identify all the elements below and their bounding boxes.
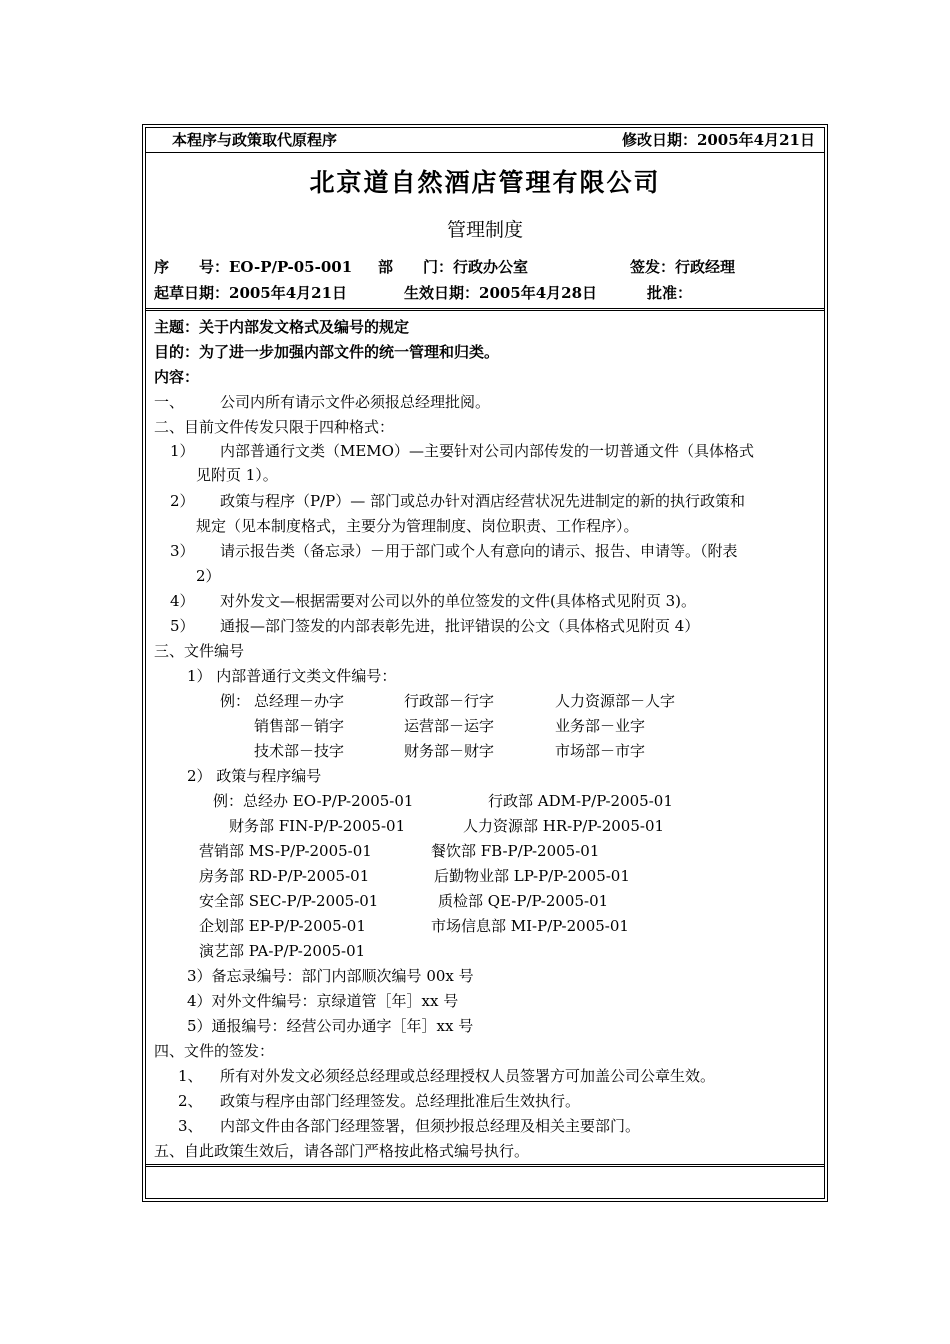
dept-code: 运营部－运字 (404, 717, 495, 735)
s2-item-text: 请示报告类（备忘录）－用于部门或个人有意向的请示、报告、申请等。（附表 (220, 542, 738, 560)
s2-item-number: 2） (170, 492, 195, 510)
pp-code: 餐饮部 FB-P/P-2005-01 (431, 842, 600, 860)
dept-code: 总经理－办字 (254, 692, 345, 710)
content-label: 内容： (154, 368, 200, 386)
s2-item-text-cont: 规定（见本制度格式，主要分为管理制度、岗位职责、工作程序）。 (196, 517, 639, 535)
s4-item-number: 1、 (178, 1067, 203, 1085)
section-1-number: 一、 (154, 393, 185, 411)
dept-code: 人力资源部－人字 (555, 692, 676, 710)
document-type: 管理制度 (446, 219, 523, 241)
s3-sub3: 3）备忘录编号：部门内部顺次编号 00x 号 (187, 967, 474, 985)
pp-code: 营销部 MS-P/P-2005-01 (199, 842, 372, 860)
pp-code: 财务部 FIN-P/P-2005-01 (229, 817, 406, 835)
department: 部 门：行政办公室 (378, 258, 529, 276)
subject: 主题：关于内部发文格式及编号的规定 (154, 318, 410, 336)
draft-date: 起草日期：2005年4月21日 (154, 284, 348, 302)
dept-code: 市场部－市字 (555, 742, 646, 760)
s4-item-number: 3、 (178, 1117, 203, 1135)
dept-code: 销售部－销字 (254, 717, 345, 735)
s4-item-text: 内部文件由各部门经理签署，但须抄报总经理及相关主要部门。 (220, 1117, 641, 1135)
dept-code: 业务部－业字 (555, 717, 646, 735)
header-divider (146, 152, 824, 153)
signoff: 签发：行政经理 (630, 258, 736, 276)
s2-item-text-cont: 见附页 1）。 (196, 466, 278, 484)
effective-date: 生效日期：2005年4月28日 (404, 284, 598, 302)
s3-sub1-title: 1） 内部普通行文类文件编号： (187, 667, 397, 685)
section-1-text: 公司内所有请示文件必须报总经理批阅。 (220, 393, 491, 411)
pp-code: 行政部 ADM-P/P-2005-01 (488, 792, 673, 810)
purpose: 目的：为了进一步加强内部文件的统一管理和归类。 (154, 343, 500, 361)
pp-code: 房务部 RD-P/P-2005-01 (199, 867, 370, 885)
pp-code: 例：总经办 EO-P/P-2005-01 (213, 792, 414, 810)
pp-code: 质检部 QE-P/P-2005-01 (438, 892, 609, 910)
pp-code: 后勤物业部 LP-P/P-2005-01 (434, 867, 630, 885)
s3-sub5: 5）通报编号：经营公司办通字［年］xx 号 (187, 1017, 474, 1035)
pp-code: 市场信息部 MI-P/P-2005-01 (431, 917, 629, 935)
example-prefix: 例： (220, 692, 251, 710)
s2-item-text-cont: 2） (196, 567, 221, 585)
s4-item-text: 政策与程序由部门经理签发。总经理批准后生效执行。 (220, 1092, 581, 1110)
s2-item-text: 政策与程序（P/P）— 部门或总办针对酒店经营状况先进制定的新的执行政策和 (220, 492, 746, 510)
s2-item-number: 1） (170, 442, 195, 460)
dept-code: 技术部－技字 (254, 742, 345, 760)
revision-date: 修改日期：2005年4月21日 (621, 131, 815, 149)
s2-item-text: 对外发文—根据需要对公司以外的单位签发的文件(具体格式见附页 3)。 (220, 592, 697, 610)
pp-code: 企划部 EP-P/P-2005-01 (199, 917, 366, 935)
section-3-title: 三、文件编号 (154, 642, 245, 660)
s2-item-text: 通报—部门签发的内部表彰先进，批评错误的公文（具体格式见附页 4） (220, 617, 700, 635)
s2-item-number: 3） (170, 542, 195, 560)
pp-code: 人力资源部 HR-P/P-2005-01 (463, 817, 665, 835)
dept-code: 财务部－财字 (404, 742, 495, 760)
pp-code: 演艺部 PA-P/P-2005-01 (199, 942, 366, 960)
content-divider (146, 1164, 824, 1167)
s3-sub2-title: 2） 政策与程序编号 (187, 767, 322, 785)
s2-item-number: 4） (170, 592, 195, 610)
s4-item-number: 2、 (178, 1092, 203, 1110)
s2-item-text: 内部普通行文类（MEMO）—主要针对公司内部传发的一切普通文件（具体格式 (220, 442, 754, 460)
s2-item-number: 5） (170, 617, 195, 635)
pp-code: 安全部 SEC-P/P-2005-01 (199, 892, 379, 910)
dept-code: 行政部－行字 (404, 692, 495, 710)
company-name: 北京道自然酒店管理有限公司 (309, 168, 661, 197)
approval: 批准： (647, 284, 693, 302)
supersede-note: 本程序与政策取代原程序 (172, 131, 338, 149)
section-4-title: 四、文件的签发： (154, 1042, 275, 1060)
s4-item-text: 所有对外发文必须经总经理或总经理授权人员签署方可加盖公司公章生效。 (220, 1067, 716, 1085)
section-5: 五、自此政策生效后，请各部门严格按此格式编号执行。 (154, 1142, 530, 1160)
serial-number: 序 号：EO-P/P-05-001 (154, 258, 353, 276)
section-2-title: 二、目前文件传发只限于四种格式： (154, 418, 395, 436)
s3-sub4: 4）对外文件编号：京绿道管［年］xx 号 (187, 992, 459, 1010)
meta-divider (146, 308, 824, 311)
